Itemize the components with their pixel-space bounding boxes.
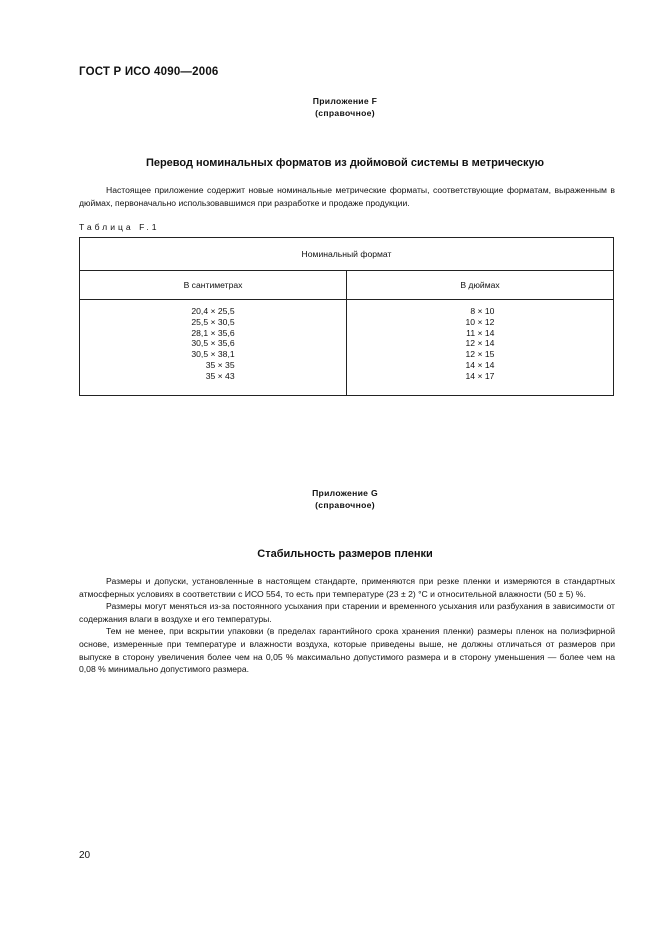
annex-g-paragraph-2: Размеры могут меняться из-за постоянного усыхания при старении и временного усыхания или разбухания в зависимости от содержания влаги в воздухе и его температуры. bbox=[79, 601, 615, 624]
table-value: 20,4 × 25,5 bbox=[191, 306, 235, 316]
table-caption: Таблица F.1 bbox=[79, 222, 160, 232]
table-value: 12 × 14 bbox=[465, 338, 495, 349]
table-value: 12 × 15 bbox=[465, 349, 495, 360]
cm-values-list bbox=[191, 306, 234, 382]
table-value: 25,5 × 30,5 bbox=[191, 316, 235, 327]
table-value: 14 × 17 bbox=[465, 370, 495, 381]
table-value: 30,5 × 35,6 bbox=[191, 338, 235, 349]
annex-g-paragraph-1: Размеры и допуски, установленные в настоящем стандарте, применяются при резке пленки и измеряются в стандартных атмосферных условиях в соответствии с ИСО 554, то есть при температуре (23 ± 2) °С и относительной влажности (50 ± 5) %. bbox=[79, 576, 615, 599]
annex-g-paragraph-3: Тем не менее, при вскрытии упаковки (в пределах гарантийного срока хранения пленки) размеры пленок на полиэфирной основе, измеренные при температуре и влажности воздуха, которые приведены выше, не должны отличаться от размеров при выпуске в сторону увеличения более чем на 0,05 % максимально допустимого размера и в сторону уменьшения — более чем на 0,08 % минимально допустимого размера. bbox=[79, 626, 615, 675]
document-header: ГОСТ Р ИСО 4090—2006 bbox=[79, 66, 219, 78]
table-value: 8 × 10 bbox=[470, 306, 495, 316]
table-value: 14 × 14 bbox=[465, 359, 495, 370]
annex-f-sub: (справочное) bbox=[315, 108, 375, 118]
annex-f-body bbox=[79, 184, 615, 209]
table-value: 11 × 14 bbox=[466, 327, 495, 338]
table-header: Номинальный формат bbox=[80, 238, 614, 271]
annex-g-sub: (справочное) bbox=[315, 500, 375, 510]
format-table bbox=[79, 237, 614, 396]
annex-g-heading bbox=[0, 487, 661, 511]
page-number: 20 bbox=[79, 850, 91, 861]
table-value: 35 × 35 bbox=[205, 359, 235, 370]
annex-f-heading bbox=[0, 95, 661, 119]
column-header-in: В дюймах bbox=[347, 271, 614, 300]
annex-f-paragraph: Настоящее приложение содержит новые номинальные метрические форматы, соответствующие форматам, выраженным в дюймах, первоначально использовавшимся при разработке и продаже продукции. bbox=[79, 185, 615, 208]
table-value: 30,5 × 38,1 bbox=[191, 349, 235, 360]
column-header-cm: В сантиметрах bbox=[80, 271, 347, 300]
annex-f-title: Перевод номинальных форматов из дюймовой системы в метрическую bbox=[145, 157, 545, 169]
cm-values-cell bbox=[80, 300, 347, 396]
table-value: 35 × 43 bbox=[205, 370, 235, 381]
annex-g-title: Стабильность размеров пленки bbox=[257, 548, 433, 560]
annex-g-body bbox=[79, 575, 615, 676]
table-value: 10 × 12 bbox=[465, 316, 495, 327]
in-values-cell bbox=[347, 300, 614, 396]
annex-f-label: Приложение F bbox=[312, 96, 378, 106]
annex-g-label: Приложение G bbox=[312, 488, 378, 498]
table-value: 28,1 × 35,6 bbox=[191, 327, 235, 338]
in-values-list bbox=[466, 306, 495, 382]
